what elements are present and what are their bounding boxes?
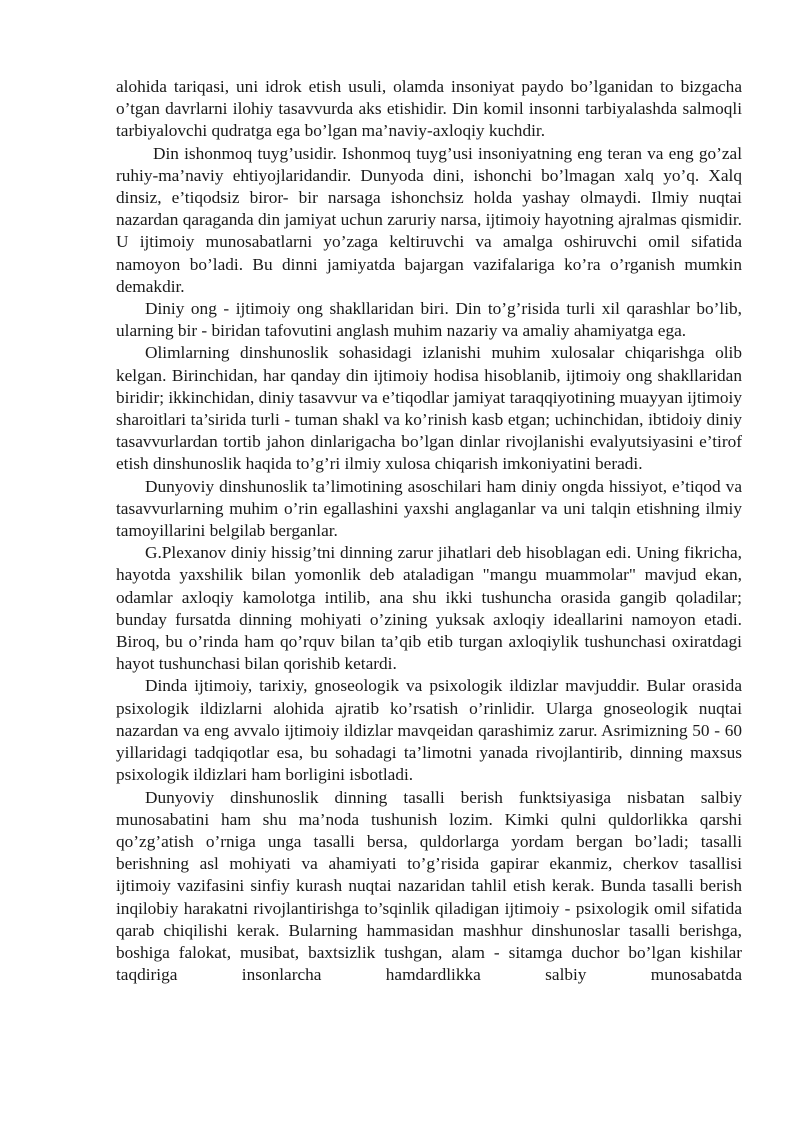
paragraph-8: Dunyoviy dinshunoslik dinning tasalli berish funktsiyasiga nisbatan salbiy munosabatini ham shu ma’noda tushunish lozim. Kimki qulni quldorlikka qarshi qo’zg’atish o’rniga unga tasalli bersa, quldorlarga yordam bergan bo’ladi; tasalli berishning asl mohiyati va ahamiyati to’g’risida gapirar ekanmiz, cherkov tasallisi ijtimoiy vazifasini sinfiy kurash nuqtai nazaridan tahlil etish kerak. Bunda tasalli berish inqilobiy harakatni rivojlantirishga to’sqinlik qiladigan ijtimoiy - psixologik omil sifatida qarab chiqilishi kerak. Bularning hammasidan mashhur dinshunoslar tasalli berishga, boshiga falokat, musibat, baxtsizlik tushgan, alam - sitamga duchor bo’lgan kishilar taqdiriga insonlarcha hamdardlikka salbiy munosabatda: [116, 787, 742, 985]
paragraph-7: Dinda ijtimoiy, tarixiy, gnoseologik va psixologik ildizlar mavjuddir. Bular orasida psixologik ildizlarni alohida ajratib ko’rsatish o’rinlidir. Ularga gnoseologik nuqtai nazardan va eng avvalo ijtimoiy ildizlar mavqeidan qarashimiz zarur. Asrimizning 50 - 60 yillaridagi tadqiqotlar esa, bu sohadagi ta’limotni yanada rivojlantirib, dinning maxsus psixologik ildizlari ham borligini isbotladi.: [116, 676, 742, 785]
paragraph-2: Din ishonmoq tuyg’usidir. Ishonmoq tuyg’usi insoniyatning eng teran va eng go’zal ruhiy-ma’naviy ehtiyojlaridandir. Dunyoda dini, ishonchi bo’lmagan xalq yo’q. Xalq dinsiz, e’tiqodsiz biror- bir narsaga ishonchsiz holda yashay olmaydi. Ilmiy nuqtai nazardan qaraganda din jamiyat uchun zaruriy narsa, ijtimoiy hayotning ajralmas qismidir. U ijtimoiy munosabatlarni yo’zaga keltiruvchi va amalga oshiruvchi omil sifatida namoyon bo’ladi. Bu dinni jamiyatda bajargan vazifalariga ko’ra o’rganish mumkin demakdir.: [116, 143, 742, 296]
paragraph-1: alohida tariqasi, uni idrok etish usuli, olamda insoniyat paydo bo’lganidan to bizgacha o’tgan davrlarni ilohiy tasavvurda aks etishidir. Din komil insonni tarbiyalashda salmoqli tarbiyalovchi qudratga ega bo’lgan ma’naviy-axloqiy kuchdir.: [116, 77, 742, 141]
paragraph-4: Olimlarning dinshunoslik sohasidagi izlanishi muhim xulosalar chiqarishga olib kelgan. Birinchidan, har qanday din ijtimoiy hodisa hisoblanib, ijtimoiy ong shakllaridan biridir; ikkinchidan, diniy tasavvur va e’tiqodlar jamiyat taraqqiyotining muayyan ijtimoiy sharoitlari ta’sirida turli - tuman shakl va ko’rinish kasb etgan; uchinchidan, ibtidoiy diniy tasavvurlardan tortib jahon dinlarigacha bo’lgan dinlar rivojlanishi evalyutsiyasini e’tirof etish dinshunoslik haqida to’g’ri ilmiy xulosa chiqarish imkoniyatini beradi.: [116, 343, 742, 474]
paragraph-6: G.Plexanov diniy hissig’tni dinning zarur jihatlari deb hisoblagan edi. Uning fikricha, hayotda yaxshilik bilan yomonlik deb ataladigan "mangu muammolar" mavjud ekan, odamlar axloqiy kamolotga intilib, ana shu ikki tushuncha orasida gangib qoladilar; bunday fursatda dinning mohiyati o’zining yuksak axloqiy ideallarini namoyon etadi. Biroq, bu o’rinda ham qo’rquv bilan ta’qib etib turgan axloqiylik tushunchasi oxiratdagi hayot tushunchasi bilan qorishib ketardi.: [116, 543, 742, 674]
paragraph-5: Dunyoviy dinshunoslik ta’limotining asoschilari ham diniy ongda hissiyot, e’tiqod va tasavvurlarning muhim o’rin egallashini yaxshi anglaganlar va uni talqin etishning ilmiy tamoyillarini belgilab berganlar.: [116, 476, 742, 541]
document-page: [116, 76, 742, 986]
paragraph-3: Diniy ong - ijtimoiy ong shakllaridan biri. Din to’g’risida turli xil qarashlar bo’lib, ularning bir - biridan tafovutini anglash muhim nazariy va amaliy ahamiyatga ega.: [116, 299, 742, 341]
